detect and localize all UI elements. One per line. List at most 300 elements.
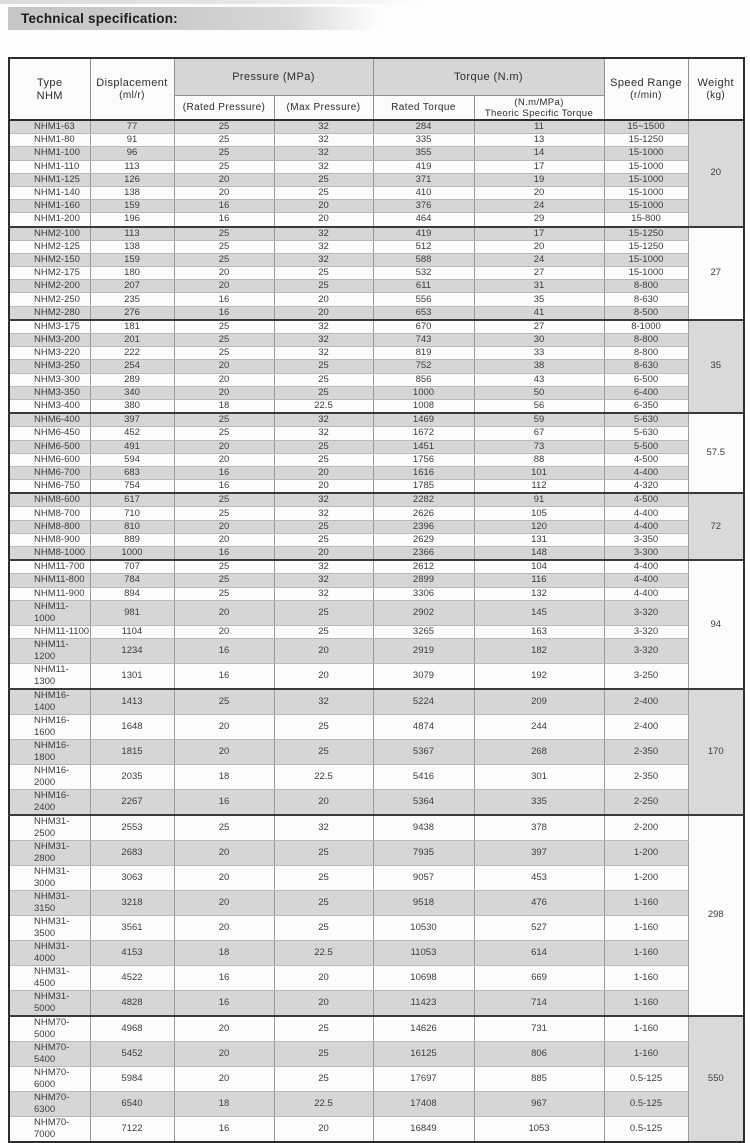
type-cell: NHM70-6300 [9,1091,90,1116]
type-cell: NHM16-1800 [9,739,90,764]
rated-pressure-cell: 20 [174,173,274,186]
rated-pressure-cell: 20 [174,890,274,915]
max-pressure-cell: 25 [274,186,373,199]
speed-range-cell: 15-1250 [604,240,688,253]
table-row [9,587,744,600]
type-cell: NHM2-200 [9,280,90,293]
rated-pressure-cell: 25 [174,427,274,440]
max-pressure-cell: 25 [274,625,373,638]
max-pressure-cell: 20 [274,965,373,990]
rated-torque-cell: 17697 [373,1066,474,1091]
table-row [9,507,744,520]
rated-pressure-cell: 25 [174,334,274,347]
rated-pressure-cell: 20 [174,625,274,638]
type-cell: NHM1-125 [9,173,90,186]
table-row [9,347,744,360]
type-cell: NHM31-4500 [9,965,90,990]
type-cell: NHM3-200 [9,334,90,347]
type-cell: NHM1-80 [9,134,90,147]
table-row [9,493,744,507]
max-pressure-cell: 20 [274,547,373,561]
specific-torque-cell: 67 [474,427,604,440]
displacement-cell: 2553 [90,815,174,841]
max-pressure-cell: 32 [274,334,373,347]
max-pressure-cell: 32 [274,120,373,134]
specific-torque-cell: 885 [474,1066,604,1091]
displacement-cell: 276 [90,306,174,320]
rated-pressure-cell: 25 [174,253,274,266]
specific-torque-cell: 29 [474,213,604,227]
displacement-cell: 6540 [90,1091,174,1116]
rated-pressure-cell: 20 [174,267,274,280]
rated-pressure-cell: 20 [174,386,274,399]
speed-range-cell: 4-400 [604,574,688,587]
table-row [9,915,744,940]
type-cell: NHM6-700 [9,466,90,479]
displacement-cell: 2035 [90,764,174,789]
table-row [9,1016,744,1042]
displacement-cell: 222 [90,347,174,360]
specific-torque-cell: 131 [474,533,604,546]
rated-pressure-cell: 20 [174,600,274,625]
rated-pressure-cell: 16 [174,213,274,227]
max-pressure-cell: 20 [274,213,373,227]
specific-torque-cell: 31 [474,280,604,293]
displacement-cell: 113 [90,160,174,173]
max-pressure-cell: 32 [274,689,373,715]
speed-range-cell: 4-400 [604,507,688,520]
rated-torque-cell: 10698 [373,965,474,990]
specific-torque-cell: 35 [474,293,604,306]
rated-torque-cell: 335 [373,134,474,147]
specific-torque-cell: 132 [474,587,604,600]
speed-range-cell: 2-400 [604,714,688,739]
table-row [9,600,744,625]
specific-torque-cell: 20 [474,186,604,199]
max-pressure-cell: 32 [274,493,373,507]
displacement-cell: 894 [90,587,174,600]
displacement-cell: 207 [90,280,174,293]
specific-torque-cell: 19 [474,173,604,186]
table-row [9,306,744,320]
rated-pressure-cell: 25 [174,320,274,334]
displacement-cell: 617 [90,493,174,507]
displacement-cell: 4153 [90,940,174,965]
rated-torque-cell: 5416 [373,764,474,789]
specific-torque-cell: 91 [474,493,604,507]
specific-torque-cell: 105 [474,507,604,520]
max-pressure-cell: 20 [274,306,373,320]
rated-pressure-cell: 16 [174,293,274,306]
weight-cell: 35 [688,320,744,413]
rated-torque-cell: 3265 [373,625,474,638]
displacement-cell: 4968 [90,1016,174,1042]
rated-pressure-cell: 25 [174,689,274,715]
specific-torque-cell: 27 [474,267,604,280]
table-row [9,890,744,915]
specific-torque-cell: 182 [474,638,604,663]
max-pressure-cell: 22.5 [274,1091,373,1116]
col-header-speed-range: Speed Range (r/min) [604,58,688,120]
displacement-cell: 180 [90,267,174,280]
speed-range-cell: 6-500 [604,373,688,386]
displacement-cell: 235 [90,293,174,306]
rated-torque-cell: 5367 [373,739,474,764]
rated-pressure-cell: 16 [174,466,274,479]
table-row [9,453,744,466]
displacement-cell: 710 [90,507,174,520]
type-cell: NHM11-1200 [9,638,90,663]
rated-torque-cell: 588 [373,253,474,266]
displacement-cell: 2267 [90,789,174,815]
max-pressure-cell: 25 [274,453,373,466]
specific-torque-cell: 527 [474,915,604,940]
rated-torque-cell: 419 [373,160,474,173]
rated-torque-cell: 1616 [373,466,474,479]
type-cell: NHM6-600 [9,453,90,466]
table-row [9,160,744,173]
rated-torque-cell: 653 [373,306,474,320]
rated-pressure-cell: 16 [174,306,274,320]
speed-range-cell: 1-160 [604,965,688,990]
max-pressure-cell: 32 [274,147,373,160]
rated-torque-cell: 4874 [373,714,474,739]
speed-range-cell: 15-1000 [604,160,688,173]
col-header-pressure: Pressure (MPa) [174,58,373,96]
displacement-cell: 5452 [90,1041,174,1066]
speed-range-cell: 3-250 [604,663,688,689]
table-row [9,147,744,160]
speed-range-cell: 15-1000 [604,173,688,186]
spec-table [8,57,745,1143]
rated-pressure-cell: 20 [174,186,274,199]
rated-torque-cell: 3079 [373,663,474,689]
rated-pressure-cell: 20 [174,865,274,890]
displacement-cell: 77 [90,120,174,134]
type-cell: NHM1-200 [9,213,90,227]
speed-range-cell: 2-350 [604,739,688,764]
max-pressure-cell: 25 [274,714,373,739]
speed-range-cell: 8-800 [604,347,688,360]
rated-pressure-cell: 18 [174,399,274,413]
type-cell: NHM2-175 [9,267,90,280]
specific-torque-cell: 17 [474,160,604,173]
table-row [9,714,744,739]
rated-pressure-cell: 25 [174,240,274,253]
speed-range-cell: 0.5-125 [604,1066,688,1091]
type-cell: NHM8-600 [9,493,90,507]
speed-range-cell: 2-350 [604,764,688,789]
rated-torque-cell: 2366 [373,547,474,561]
table-row [9,533,744,546]
rated-pressure-cell: 18 [174,1091,274,1116]
speed-range-cell: 15-1250 [604,134,688,147]
table-row [9,120,744,134]
displacement-cell: 4828 [90,990,174,1016]
speed-range-cell: 1-160 [604,915,688,940]
rated-pressure-cell: 18 [174,940,274,965]
rated-pressure-cell: 20 [174,360,274,373]
max-pressure-cell: 20 [274,789,373,815]
displacement-cell: 5984 [90,1066,174,1091]
specific-torque-cell: 14 [474,147,604,160]
rated-torque-cell: 1672 [373,427,474,440]
table-row [9,280,744,293]
table-row [9,638,744,663]
displacement-cell: 1104 [90,625,174,638]
rated-torque-cell: 556 [373,293,474,306]
rated-torque-cell: 9057 [373,865,474,890]
type-cell: NHM16-2400 [9,789,90,815]
speed-range-cell: 1-200 [604,865,688,890]
rated-torque-cell: 670 [373,320,474,334]
table-row [9,213,744,227]
table-row [9,227,744,241]
table-row [9,990,744,1016]
displacement-cell: 683 [90,466,174,479]
specific-torque-cell: 268 [474,739,604,764]
rated-torque-cell: 17408 [373,1091,474,1116]
max-pressure-cell: 20 [274,466,373,479]
table-row [9,1066,744,1091]
rated-pressure-cell: 20 [174,714,274,739]
max-pressure-cell: 32 [274,240,373,253]
rated-torque-cell: 1469 [373,413,474,427]
col-header-specific-torque: (N.m/MPa) Theoric Specific Torque [474,96,604,121]
rated-pressure-cell: 16 [174,480,274,494]
rated-torque-cell: 10530 [373,915,474,940]
rated-pressure-cell: 20 [174,440,274,453]
max-pressure-cell: 32 [274,815,373,841]
max-pressure-cell: 25 [274,600,373,625]
rated-torque-cell: 532 [373,267,474,280]
weight-cell: 298 [688,815,744,1016]
speed-range-cell: 1-160 [604,990,688,1016]
displacement-cell: 7122 [90,1116,174,1142]
rated-pressure-cell: 18 [174,764,274,789]
speed-range-cell: 1-200 [604,840,688,865]
specific-torque-cell: 11 [474,120,604,134]
weight-cell: 94 [688,560,744,689]
type-cell: NHM16-1400 [9,689,90,715]
type-cell: NHM70-6000 [9,1066,90,1091]
rated-torque-cell: 376 [373,200,474,213]
rated-pressure-cell: 16 [174,200,274,213]
type-cell: NHM31-2800 [9,840,90,865]
rated-torque-cell: 856 [373,373,474,386]
specific-torque-cell: 13 [474,134,604,147]
type-cell: NHM16-1600 [9,714,90,739]
table-row [9,173,744,186]
table-row [9,689,744,715]
max-pressure-cell: 20 [274,1116,373,1142]
speed-range-cell: 4-320 [604,480,688,494]
rated-pressure-cell: 25 [174,227,274,241]
max-pressure-cell: 25 [274,1016,373,1042]
rated-pressure-cell: 16 [174,965,274,990]
displacement-cell: 889 [90,533,174,546]
section-title-band [8,7,382,30]
displacement-cell: 340 [90,386,174,399]
max-pressure-cell: 25 [274,280,373,293]
specific-torque-cell: 59 [474,413,604,427]
speed-range-cell: 4-400 [604,466,688,479]
speed-range-cell: 15-1000 [604,186,688,199]
max-pressure-cell: 32 [274,574,373,587]
speed-range-cell: 4-400 [604,587,688,600]
table-row [9,789,744,815]
specific-torque-cell: 148 [474,547,604,561]
table-row [9,253,744,266]
rated-pressure-cell: 25 [174,413,274,427]
table-row [9,373,744,386]
displacement-cell: 159 [90,253,174,266]
type-cell: NHM8-700 [9,507,90,520]
speed-range-cell: 1-160 [604,940,688,965]
rated-torque-cell: 11423 [373,990,474,1016]
type-cell: NHM3-175 [9,320,90,334]
table-row [9,625,744,638]
rated-torque-cell: 2282 [373,493,474,507]
max-pressure-cell: 25 [274,865,373,890]
max-pressure-cell: 32 [274,227,373,241]
rated-pressure-cell: 20 [174,915,274,940]
rated-torque-cell: 14626 [373,1016,474,1042]
max-pressure-cell: 25 [274,840,373,865]
displacement-cell: 981 [90,600,174,625]
type-cell: NHM3-220 [9,347,90,360]
specific-torque-cell: 88 [474,453,604,466]
table-row [9,764,744,789]
rated-torque-cell: 410 [373,186,474,199]
table-row [9,334,744,347]
specific-torque-cell: 120 [474,520,604,533]
rated-pressure-cell: 20 [174,373,274,386]
rated-torque-cell: 2396 [373,520,474,533]
table-row [9,663,744,689]
type-cell: NHM1-160 [9,200,90,213]
speed-range-cell: 2-250 [604,789,688,815]
specific-torque-cell: 335 [474,789,604,815]
max-pressure-cell: 32 [274,320,373,334]
col-header-rated-pressure: (Rated Pressure) [174,96,274,121]
specific-torque-cell: 38 [474,360,604,373]
max-pressure-cell: 32 [274,507,373,520]
table-row [9,520,744,533]
spec-table-body [9,120,744,1142]
rated-torque-cell: 2629 [373,533,474,546]
displacement-cell: 452 [90,427,174,440]
type-cell: NHM6-500 [9,440,90,453]
speed-range-cell: 8-800 [604,280,688,293]
max-pressure-cell: 20 [274,200,373,213]
max-pressure-cell: 25 [274,360,373,373]
rated-torque-cell: 2626 [373,507,474,520]
type-cell: NHM11-800 [9,574,90,587]
speed-range-cell: 4-500 [604,493,688,507]
type-cell: NHM11-900 [9,587,90,600]
max-pressure-cell: 25 [274,739,373,764]
max-pressure-cell: 25 [274,1041,373,1066]
speed-range-cell: 8-1000 [604,320,688,334]
speed-range-cell: 15-1000 [604,253,688,266]
table-row [9,815,744,841]
rated-torque-cell: 16125 [373,1041,474,1066]
max-pressure-cell: 32 [274,413,373,427]
displacement-cell: 380 [90,399,174,413]
displacement-cell: 3561 [90,915,174,940]
displacement-cell: 1648 [90,714,174,739]
type-cell: NHM1-140 [9,186,90,199]
type-cell: NHM16-2000 [9,764,90,789]
rated-pressure-cell: 16 [174,1116,274,1142]
speed-range-cell: 6-400 [604,386,688,399]
max-pressure-cell: 32 [274,253,373,266]
table-row [9,440,744,453]
rated-pressure-cell: 20 [174,280,274,293]
max-pressure-cell: 32 [274,347,373,360]
displacement-cell: 4522 [90,965,174,990]
table-row [9,840,744,865]
displacement-cell: 810 [90,520,174,533]
table-row [9,293,744,306]
rated-pressure-cell: 25 [174,160,274,173]
type-cell: NHM3-400 [9,399,90,413]
weight-cell: 170 [688,689,744,815]
specific-torque-cell: 453 [474,865,604,890]
specific-torque-cell: 209 [474,689,604,715]
rated-pressure-cell: 20 [174,840,274,865]
speed-range-cell: 5-630 [604,427,688,440]
speed-range-cell: 2-200 [604,815,688,841]
specific-torque-cell: 192 [474,663,604,689]
rated-torque-cell: 512 [373,240,474,253]
type-cell: NHM1-100 [9,147,90,160]
rated-pressure-cell: 25 [174,815,274,841]
table-row [9,186,744,199]
rated-pressure-cell: 25 [174,134,274,147]
type-cell: NHM70-5400 [9,1041,90,1066]
speed-range-cell: 4-400 [604,560,688,574]
specific-torque-cell: 101 [474,466,604,479]
specific-torque-cell: 112 [474,480,604,494]
speed-range-cell: 1-160 [604,1041,688,1066]
max-pressure-cell: 25 [274,173,373,186]
max-pressure-cell: 22.5 [274,764,373,789]
rated-pressure-cell: 20 [174,533,274,546]
specific-torque-cell: 476 [474,890,604,915]
table-row [9,413,744,427]
rated-torque-cell: 9518 [373,890,474,915]
specific-torque-cell: 967 [474,1091,604,1116]
table-row [9,200,744,213]
rated-torque-cell: 752 [373,360,474,373]
speed-range-cell: 8-800 [604,334,688,347]
speed-range-cell: 2-400 [604,689,688,715]
rated-torque-cell: 2919 [373,638,474,663]
col-header-displacement: Displacement (ml/r) [90,58,174,120]
type-cell: NHM2-100 [9,227,90,241]
table-row [9,134,744,147]
weight-cell: 27 [688,227,744,320]
speed-range-cell: 3-320 [604,600,688,625]
specific-torque-cell: 30 [474,334,604,347]
type-cell: NHM6-450 [9,427,90,440]
displacement-cell: 1234 [90,638,174,663]
table-row [9,360,744,373]
table-row [9,240,744,253]
specific-torque-cell: 806 [474,1041,604,1066]
